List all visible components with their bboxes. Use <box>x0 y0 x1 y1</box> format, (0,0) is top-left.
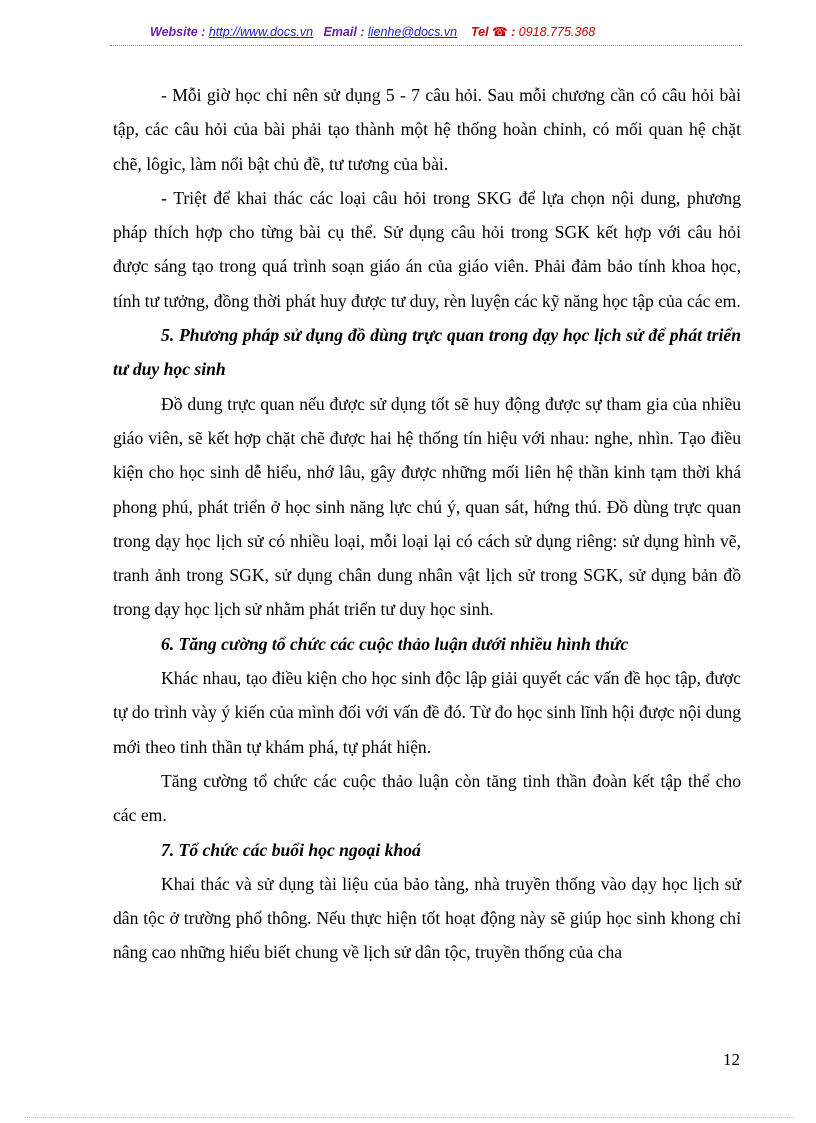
section-heading: 7. Tổ chức các buổi học ngoại khoá <box>161 839 421 860</box>
website-link[interactable]: http://www.docs.vn <box>208 25 314 39</box>
document-body <box>113 78 741 970</box>
paragraph: Khác nhau, tạo điều kiện cho học sinh độc lập giải quyết các vấn đề học tập, được tự do trình vày ý kiến của mình đối với vấn đề đó. Từ đo học sinh lĩnh hội được nội dung mới theo tinh thần tự khám phá, tự phát hiện. <box>113 668 741 757</box>
email-label: Email : <box>323 25 365 39</box>
email-link[interactable]: lienhe@docs.vn <box>367 25 458 39</box>
paragraph: Tăng cường tổ chức các cuộc thảo luận còn tăng tinh thần đoàn kết tập thể cho các em. <box>113 770 741 826</box>
paragraph: - Triệt để khai thác các loại câu hỏi trong SKG để lựa chọn nội dung, phương pháp thích hợp cho từng bài cụ thể. Sử dụng câu hỏi trong SGK kết hợp với câu hỏi được sáng tạo trong quá trình soạn giáo án của giáo viên. Phải đảm bảo tính khoa học, tính tư tưởng, đồng thời phát huy được tư duy, rèn luyện các kỹ năng học tập của các em. <box>113 187 741 311</box>
page-header <box>150 24 746 39</box>
section-heading: 6. Tăng cường tổ chức các cuộc thảo luận dưới nhiều hình thức <box>161 633 629 654</box>
website-label: Website : <box>150 25 206 39</box>
tel-label: Tel ☎ : <box>471 25 516 39</box>
section-heading: 5. Phương pháp sử dụng đồ dùng trực quan trong dạy học lịch sử để phát triển tư duy học sinh <box>113 325 741 380</box>
paragraph: Khai thác và sử dụng tài liệu của bảo tàng, nhà truyền thống vào dạy học lịch sử dân tộc ở trường phổ thông. Nếu thực hiện tốt hoạt động này sẽ giúp học sinh khong chỉ nâng cao những hiểu biết chung về lịch sử dân tộc, truyền thống của cha <box>113 873 741 963</box>
paragraph: - Mỗi giờ học chỉ nên sử dụng 5 - 7 câu hỏi. Sau mỗi chương cần có câu hỏi bài tập, các câu hỏi của bài phải tạo thành một hệ thống hoàn chỉnh, có mối quan hệ chặt chẽ, lôgic, làm nổi bật chủ đề, tư tương của bài. <box>113 85 741 174</box>
tel-number: 0918.775.368 <box>518 25 596 39</box>
page-number: 12 <box>723 1050 740 1069</box>
paragraph: Đồ dung trực quan nếu được sử dụng tốt sẽ huy động được sự tham gia của nhiều giáo viên, sẽ kết hợp chặt chẽ được hai hệ thống tín hiệu với nhau: nghe, nhìn. Tạo điều kiện cho học sinh dễ hiểu, nhớ lâu, gây được những mối liên hệ thần kinh tạm thời khá phong phú, phát triển ở học sinh năng lực chú ý, quan sát, hứng thú. Đồ dùng trực quan trong dạy học lịch sử có nhiều loại, mỗi loại lại có cách sử dụng riêng: sử dụng hình vẽ, tranh ảnh trong SGK, sử dụng chân dung nhân vật lịch sử trong SGK, sử dụng bản đồ trong dạy học lịch sử nhằm phát triển tư duy học sinh. <box>113 393 741 620</box>
header-divider <box>110 45 742 46</box>
page-bottom-border <box>24 1117 794 1118</box>
